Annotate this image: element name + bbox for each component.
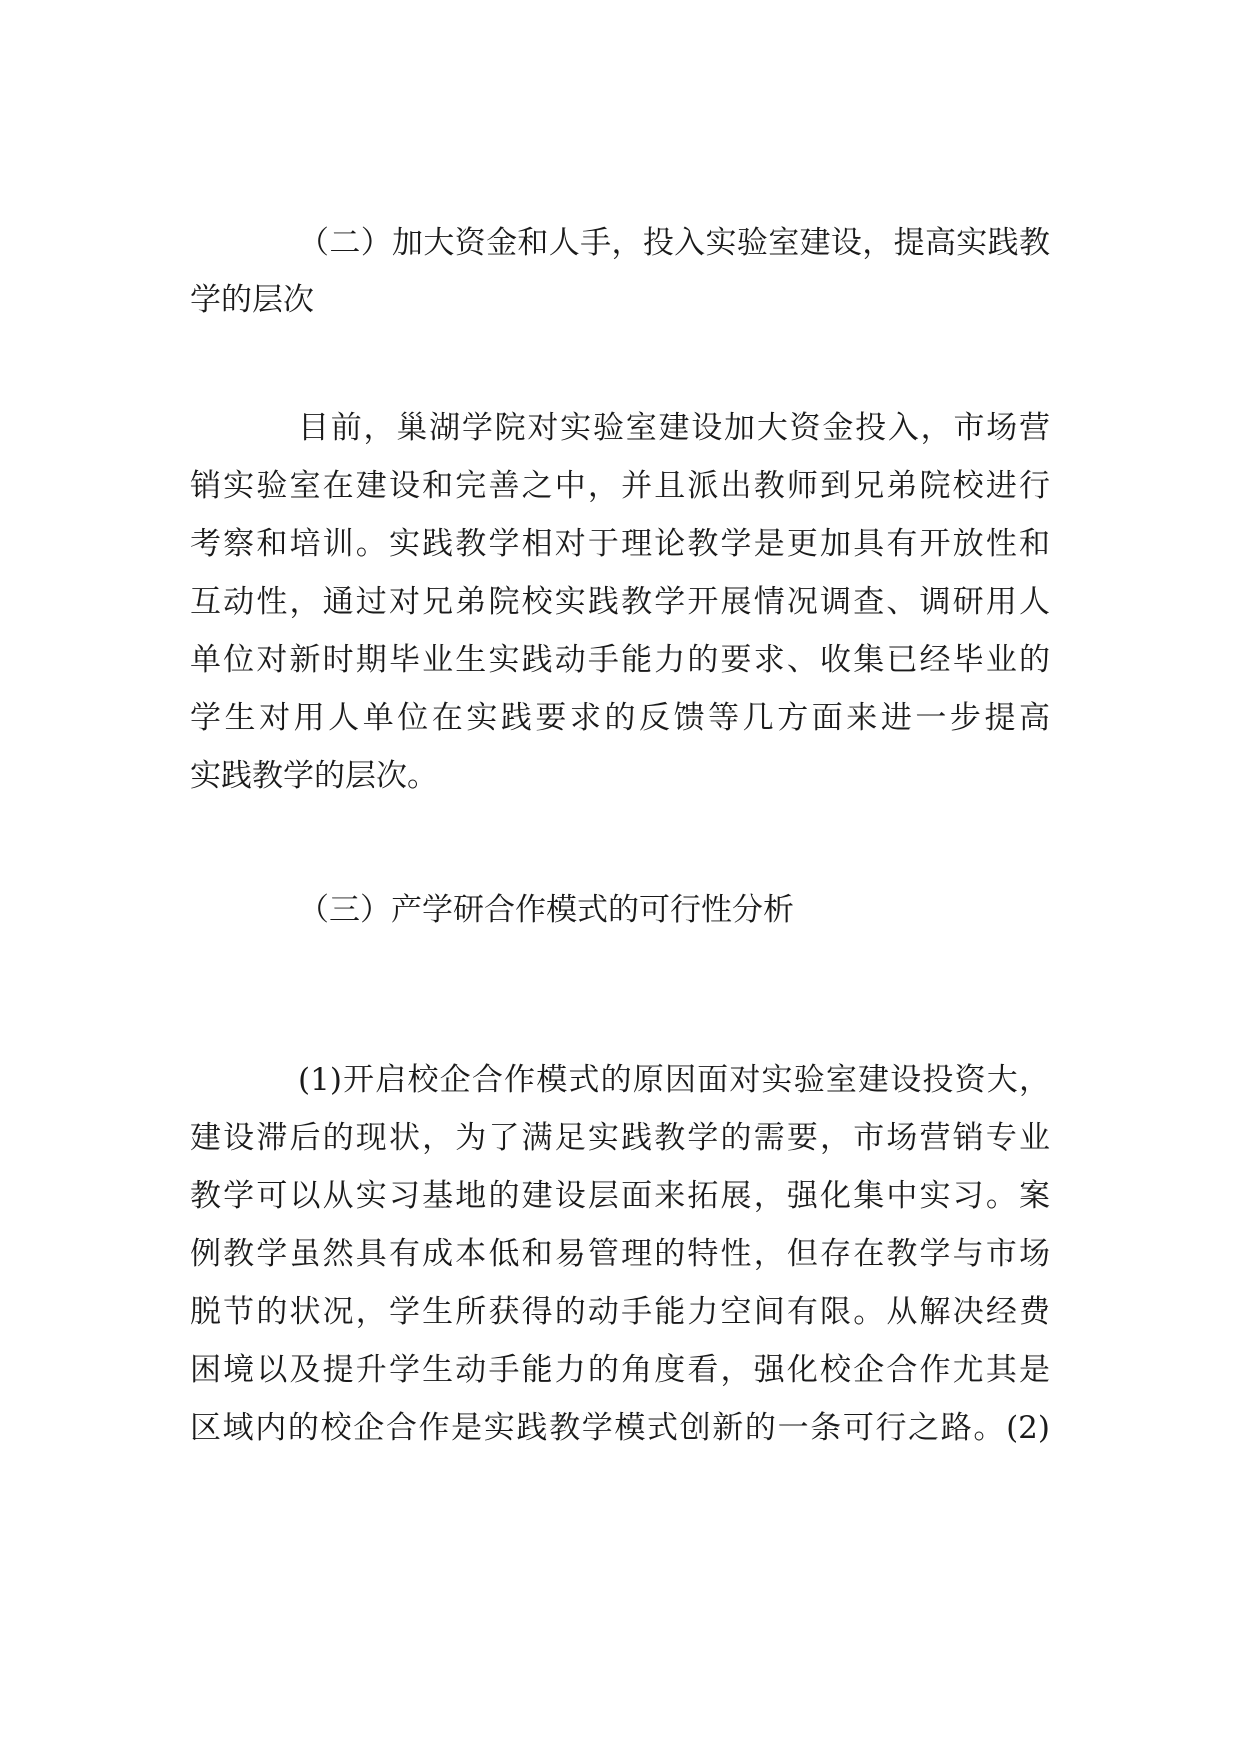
paragraph-1-line-6: 学生对用人单位在实践要求的反馈等几方面来进一步提高 <box>190 700 1050 736</box>
paragraph-1-line-5: 单位对新时期毕业生实践动手能力的要求、收集已经毕业的 <box>190 642 1050 678</box>
paragraph-1-line-3: 考察和培训。实践教学相对于理论教学是更加具有开放性和 <box>190 526 1050 562</box>
paragraph-2-line-6: 困境以及提升学生动手能力的角度看，强化校企合作尤其是 <box>190 1352 1050 1388</box>
paragraph-1-line-2: 销实验室在建设和完善之中，并且派出教师到兄弟院校进行 <box>190 468 1050 504</box>
paragraph-2-line-3: 教学可以从实习基地的建设层面来拓展，强化集中实习。案 <box>190 1178 1050 1214</box>
paragraph-2-line-7: 区域内的校企合作是实践教学模式创新的一条可行之路。(2) <box>190 1410 1050 1446</box>
paragraph-2-line-2: 建设滞后的现状，为了满足实践教学的需要，市场营销专业 <box>190 1120 1050 1156</box>
paragraph-2-line-1: (1)开启校企合作模式的原因面对实验室建设投资大， <box>298 1062 1050 1098</box>
paragraph-2-line-4: 例教学虽然具有成本低和易管理的特性，但存在教学与市场 <box>190 1236 1050 1272</box>
heading-3-line-1: （三）产学研合作模式的可行性分析 <box>298 892 794 928</box>
paragraph-2-line-5: 脱节的状况，学生所获得的动手能力空间有限。从解决经费 <box>190 1294 1050 1330</box>
paragraph-1-line-1: 目前，巢湖学院对实验室建设加大资金投入，市场营 <box>298 410 1050 446</box>
paragraph-1-line-4: 互动性，通过对兄弟院校实践教学开展情况调查、调研用人 <box>190 584 1050 620</box>
heading-2-line-1: （二）加大资金和人手，投入实验室建设，提高实践教 <box>298 225 1050 261</box>
heading-2-line-2: 学的层次 <box>190 282 314 318</box>
paragraph-1-line-7: 实践教学的层次。 <box>190 758 438 794</box>
